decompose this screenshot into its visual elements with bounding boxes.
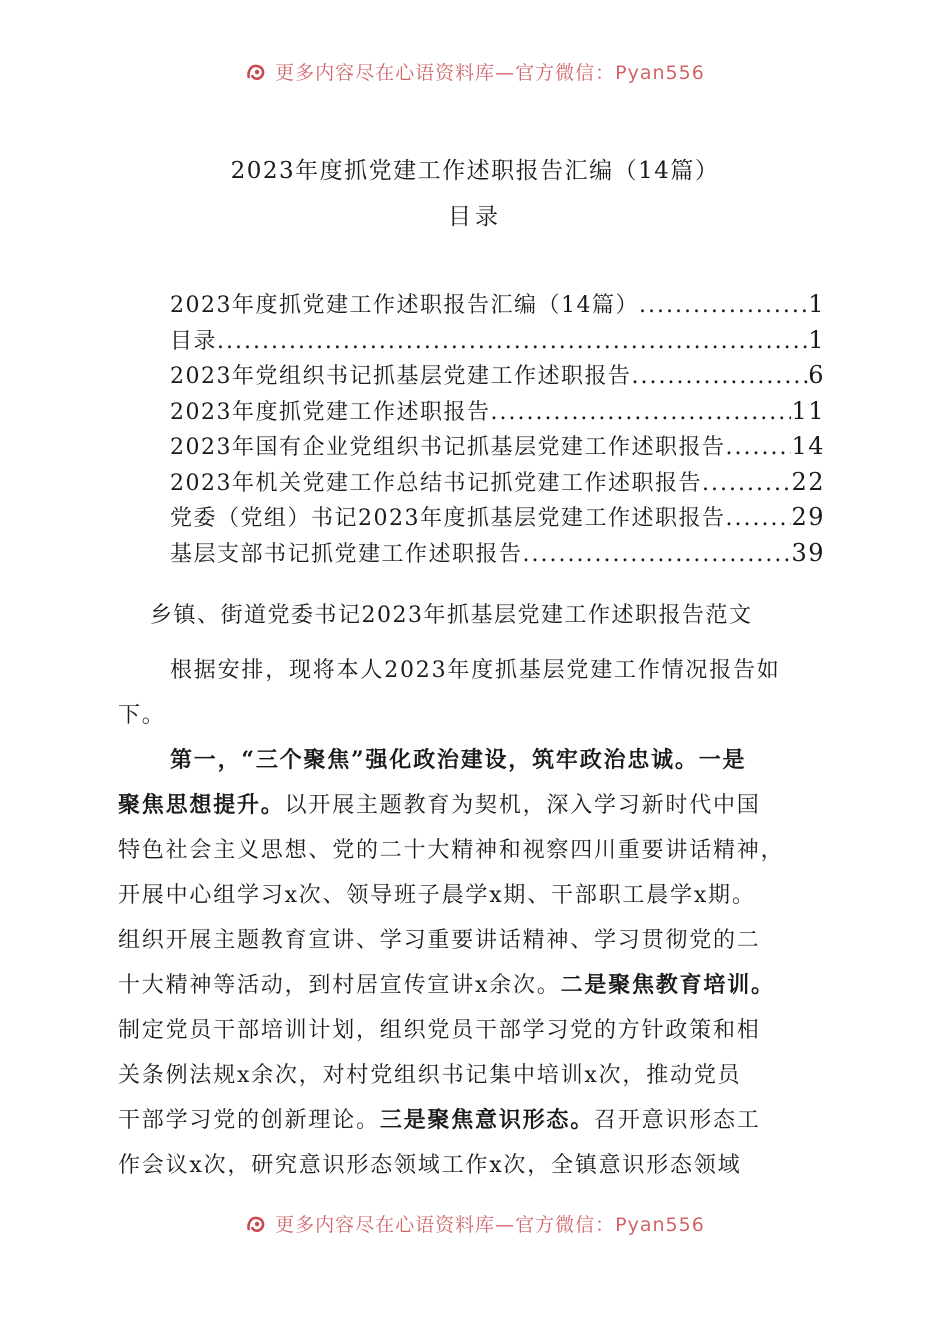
text-run: 十大精神等活动，到村居宣传宣讲x余次。	[118, 973, 561, 998]
toc-entry-title: 2023年机关党建工作总结书记抓党建工作述职报告	[170, 470, 702, 496]
toc-entry-title: 2023年度抓党建工作述职报告	[170, 399, 491, 425]
footer-banner	[0, 1210, 950, 1240]
toc-entry-title: 2023年度抓党建工作述职报告汇编（14篇）	[170, 293, 639, 318]
toc-leader	[523, 542, 792, 567]
header-banner	[0, 58, 950, 88]
toc-heading: 目录	[448, 204, 502, 230]
toc-entry[interactable]	[170, 288, 825, 324]
text-line: 制定党员干部培训计划，组织党员干部学习党的方针政策和相	[118, 1018, 761, 1043]
body-paragraph	[118, 738, 826, 1188]
text-line: 作会议x次，研究意识形态领域工作x次，全镇意识形态领域	[118, 1153, 742, 1178]
toc-entry[interactable]	[170, 501, 825, 537]
toc-entry-page: 1	[808, 325, 825, 354]
table-of-contents	[170, 288, 825, 572]
text-line: 下。	[118, 703, 166, 728]
toc-leader	[639, 293, 808, 318]
toc-entry-title: 2023年国有企业党组织书记抓基层党建工作述职报告	[170, 435, 726, 460]
toc-leader	[702, 471, 791, 496]
text-line	[118, 783, 826, 828]
document-title: 2023年度抓党建工作述职报告汇编（14篇）	[230, 158, 720, 184]
banner-text: 更多内容尽在心语资料库—官方微信：Pyan556	[275, 62, 705, 84]
intro-paragraph	[118, 648, 826, 738]
text-run: 召开意识形态工	[594, 1108, 761, 1133]
toc-entry-page: 1	[808, 290, 825, 318]
text-line: 开展中心组学习x次、领导班子晨学x期、干部职工晨学x期。	[118, 883, 756, 908]
toc-entry[interactable]	[170, 395, 825, 431]
bold-heading: 三是聚焦意识形态。	[379, 1107, 595, 1133]
toc-entry-page: 11	[791, 396, 825, 425]
text-line	[118, 738, 826, 783]
text-line: 根据安排，现将本人2023年度抓基层党建工作情况报告如	[170, 658, 781, 683]
toc-entry-page: 39	[791, 538, 825, 567]
toc-entry-page: 29	[791, 503, 825, 531]
toc-entry-page: 14	[791, 432, 825, 460]
toc-entry[interactable]	[170, 466, 825, 502]
toc-entry[interactable]	[170, 537, 825, 573]
toc-entry-title: 党委（党组）书记2023年度抓基层党建工作述职报告	[170, 506, 726, 531]
text-line: 组织开展主题教育宣讲、学习重要讲话精神、学习贯彻党的二	[118, 928, 761, 953]
toc-entry[interactable]	[170, 359, 825, 395]
text-run: 干部学习党的创新理论。	[118, 1108, 380, 1133]
toc-leader	[726, 506, 792, 531]
bold-heading: 聚焦思想提升。	[118, 792, 285, 818]
text-line	[118, 963, 826, 1008]
text-line: 关条例法规x余次，对村党组织书记集中培训x次，推动党员	[118, 1063, 742, 1088]
toc-leader	[726, 435, 792, 460]
text-line: 特色社会主义思想、党的二十大精神和视察四川重要讲话精神，	[118, 838, 785, 863]
section-title: 乡镇、街道党委书记2023年抓基层党建工作述职报告范文	[150, 603, 753, 628]
toc-entry-page: 6	[808, 361, 825, 389]
text-run: 以开展主题教育为契机，深入学习新时代中国	[284, 793, 761, 818]
text-line	[118, 1098, 826, 1143]
logo-mark-icon	[245, 62, 269, 82]
toc-leader	[217, 329, 808, 354]
banner-text: 更多内容尽在心语资料库—官方微信：Pyan556	[275, 1214, 705, 1236]
toc-entry[interactable]	[170, 324, 825, 360]
bold-heading: 二是聚焦教育培训。	[560, 972, 775, 998]
toc-entry-title: 基层支部书记抓党建工作述职报告	[170, 541, 523, 567]
toc-leader	[632, 364, 809, 389]
bold-heading: 第一，“三个聚焦”强化政治建设，筑牢政治忠诚。一是	[170, 747, 747, 773]
toc-entry[interactable]	[170, 430, 825, 466]
toc-entry-title: 目录	[170, 328, 218, 354]
logo-mark-icon	[245, 1214, 269, 1234]
toc-leader	[491, 400, 792, 425]
toc-entry-page: 22	[791, 467, 825, 496]
toc-entry-title: 2023年党组织书记抓基层党建工作述职报告	[170, 364, 632, 389]
